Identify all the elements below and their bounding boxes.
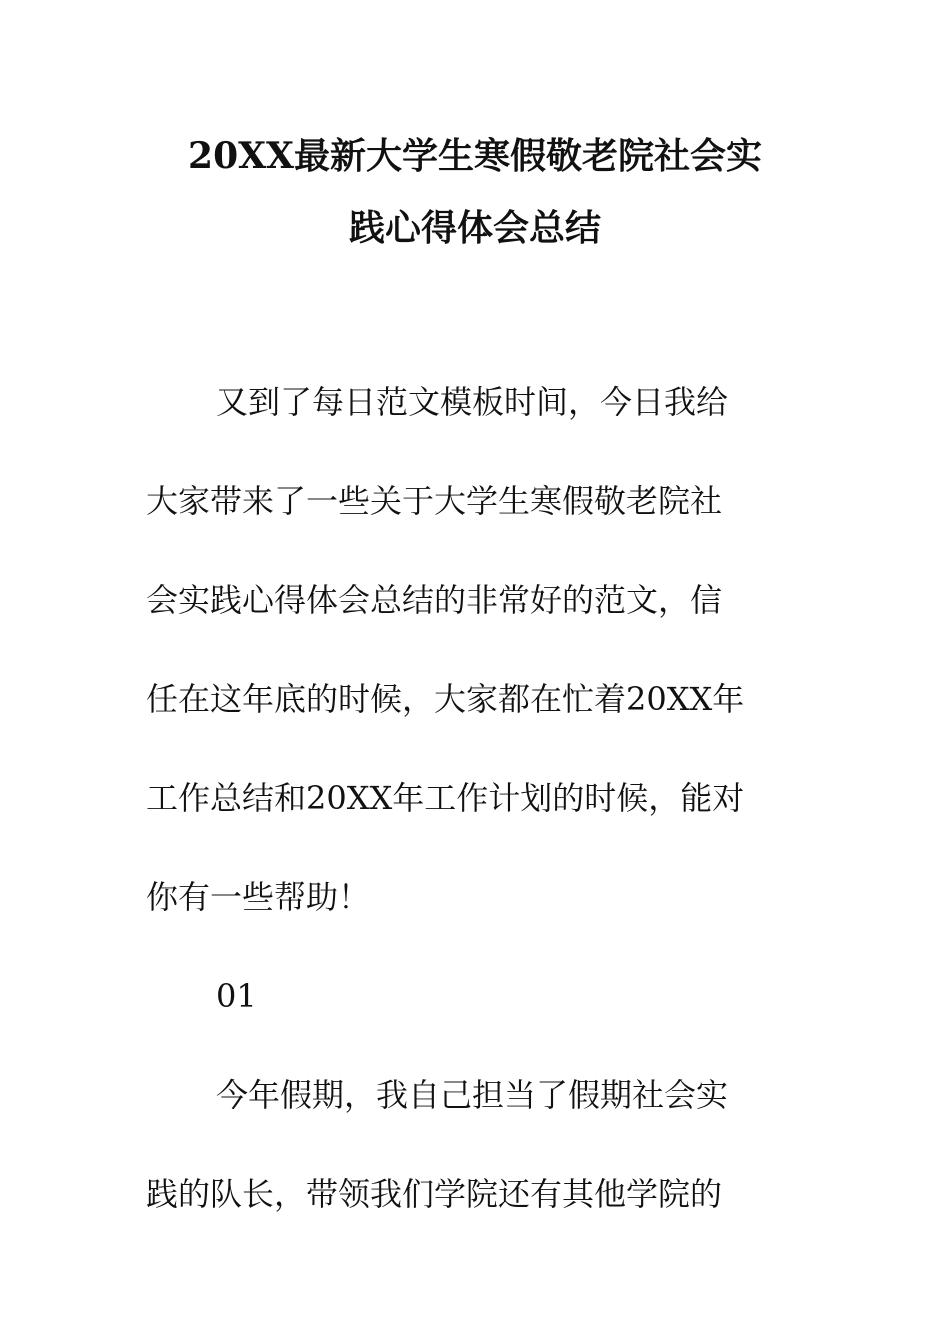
paragraph-line-8: 践的队长，带领我们学院还有其他学院的	[146, 1175, 723, 1213]
document-title-line-1: 20XX最新大学生寒假敬老院社会实	[188, 135, 762, 177]
section-number: 01	[216, 977, 257, 1015]
paragraph-line-3: 会实践心得体会总结的非常好的范文，信	[146, 581, 723, 619]
document-title-line-2: 践心得体会总结	[348, 207, 601, 249]
paragraph-line-4: 任在这年底的时候，大家都在忙着20XX年	[146, 680, 745, 718]
paragraph-line-2: 大家带来了一些关于大学生寒假敬老院社	[146, 482, 723, 520]
paragraph-line-5: 工作总结和20XX年工作计划的时候，能对	[146, 779, 745, 817]
paragraph-line-1: 又到了每日范文模板时间，今日我给	[216, 383, 729, 421]
paragraph-line-6: 你有一些帮助！	[146, 878, 371, 916]
paragraph-line-7: 今年假期，我自己担当了假期社会实	[216, 1076, 729, 1114]
